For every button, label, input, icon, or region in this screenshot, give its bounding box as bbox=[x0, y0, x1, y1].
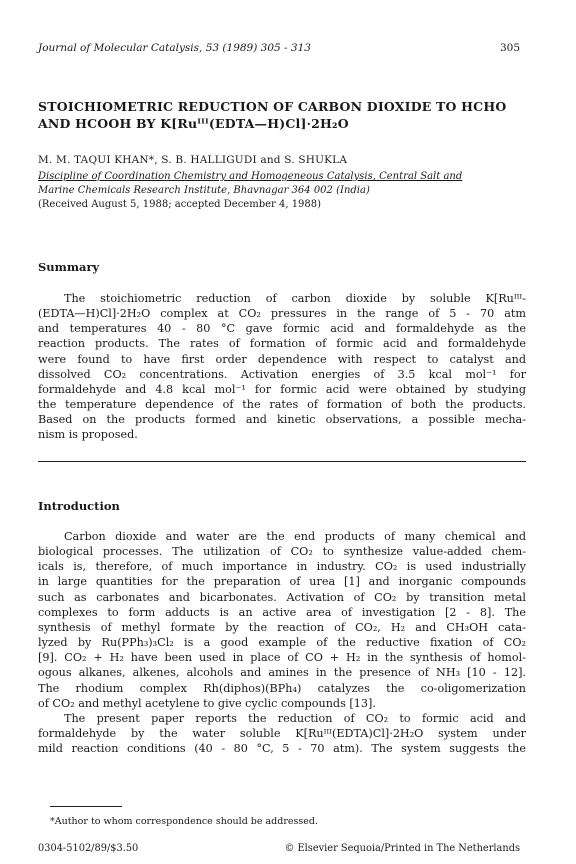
summary-line: dissolved CO₂ concentrations. Activation energies of 3.5 kcal mol⁻¹ for bbox=[38, 367, 526, 381]
affiliation-line-2: Marine Chemicals Research Institute, Bhavnagar 364 002 (India) bbox=[38, 184, 370, 196]
affiliation-line-1: Discipline of Coordination Chemistry and Homogeneous Catalysis, Central Salt and bbox=[38, 171, 463, 182]
article-title bbox=[38, 98, 528, 132]
running-header bbox=[38, 42, 520, 56]
journal-citation: Journal of Molecular Catalysis, 53 (1989) 305 - 313 bbox=[38, 42, 311, 54]
summary-line: The stoichiometric reduction of carbon dioxide by soluble K[Ruᴵᴵᴵ- bbox=[64, 292, 526, 305]
introduction-heading: Introduction bbox=[38, 499, 120, 513]
intro-line: such as carbonates and bicarbonates. Activation of CO₂ by transition metal bbox=[38, 590, 526, 604]
intro-line: in large quantities for the preparation of urea [1] and inorganic compounds bbox=[38, 575, 526, 589]
summary-paragraph bbox=[38, 291, 526, 443]
summary-line: (EDTA—H)Cl]·2H₂O complex at CO₂ pressures in the range of 5 - 70 atm bbox=[38, 307, 526, 321]
summary-line: formaldehyde and 4.8 kcal mol⁻¹ for formic acid were obtained by studying bbox=[38, 382, 526, 396]
intro-line: Carbon dioxide and water are the end products of many chemical and bbox=[64, 530, 526, 543]
affiliation bbox=[38, 170, 538, 197]
publisher-line: © Elsevier Sequoia/Printed in The Netherlands bbox=[284, 843, 520, 854]
summary-line: were found to have first order dependence with respect to catalyst and bbox=[38, 352, 526, 366]
intro-line: [9]. CO₂ + H₂ have been used in place of CO + H₂ in the synthesis of homol- bbox=[38, 651, 526, 665]
summary-heading: Summary bbox=[38, 260, 100, 274]
summary-line: the temperature dependence of the rates of formation of both the products. bbox=[38, 398, 526, 412]
footnote-rule bbox=[50, 806, 122, 807]
author-list: M. M. TAQUI KHAN*, S. B. HALLIGUDI and S. SHUKLA bbox=[38, 154, 348, 166]
summary-line: and temperatures 40 - 80 °C gave formic acid and formaldehyde as the bbox=[38, 322, 526, 336]
page-number: 305 bbox=[499, 42, 520, 54]
intro-line: icals is, therefore, of much importance in industry. CO₂ is used industrially bbox=[38, 560, 526, 574]
intro-line: The present paper reports the reduction of CO₂ to formic acid and bbox=[64, 712, 526, 725]
intro-line: mild reaction conditions (40 - 80 °C, 5 - 70 atm). The system suggests the bbox=[38, 742, 526, 756]
summary-line: nism is proposed. bbox=[38, 428, 138, 442]
intro-line: lyzed by Ru(PPh₃)₃Cl₂ is a good example of the reductive fixation of CO₂ bbox=[38, 636, 526, 650]
summary-line: reaction products. The rates of formation of formic acid and formaldehyde bbox=[38, 337, 526, 351]
intro-line: biological processes. The utilization of CO₂ to synthesize value-added chem- bbox=[38, 545, 526, 559]
section-divider bbox=[38, 461, 526, 462]
received-dates: (Received August 5, 1988; accepted December 4, 1988) bbox=[38, 199, 322, 210]
title-line-2: AND HCOOH BY K[Ruᴵᴵᴵ(EDTA—H)Cl]·2H₂O bbox=[38, 116, 349, 131]
intro-line: complexes to form adducts is an active area of investigation [2 - 8]. The bbox=[38, 605, 526, 619]
intro-line: The rhodium complex Rh(diphos)(BPh₄) catalyzes the co-oligomerization bbox=[38, 681, 526, 695]
intro-line: ogous alkanes, alkenes, alcohols and amines in the presence of NH₃ [10 - 12]. bbox=[38, 666, 526, 680]
intro-line: formaldehyde by the water soluble K[Ruᴵᴵᴵ(EDTA)Cl]·2H₂O system under bbox=[38, 727, 526, 741]
footnote-corresponding-author: *Author to whom correspondence should be addressed. bbox=[50, 816, 318, 827]
summary-line: Based on the products formed and kinetic observations, a possible mecha- bbox=[38, 413, 526, 427]
intro-line: synthesis of methyl formate by the reaction of CO₂, H₂ and CH₃OH cata- bbox=[38, 620, 526, 634]
introduction-paragraph-1 bbox=[38, 529, 526, 711]
title-line-1: STOICHIOMETRIC REDUCTION OF CARBON DIOXIDE TO HCHO bbox=[38, 99, 507, 114]
intro-line: of CO₂ and methyl acetylene to give cyclic compounds [13]. bbox=[38, 696, 376, 710]
introduction-paragraph-2 bbox=[38, 711, 526, 756]
issn-price-code: 0304-5102/89/$3.50 bbox=[38, 843, 139, 854]
